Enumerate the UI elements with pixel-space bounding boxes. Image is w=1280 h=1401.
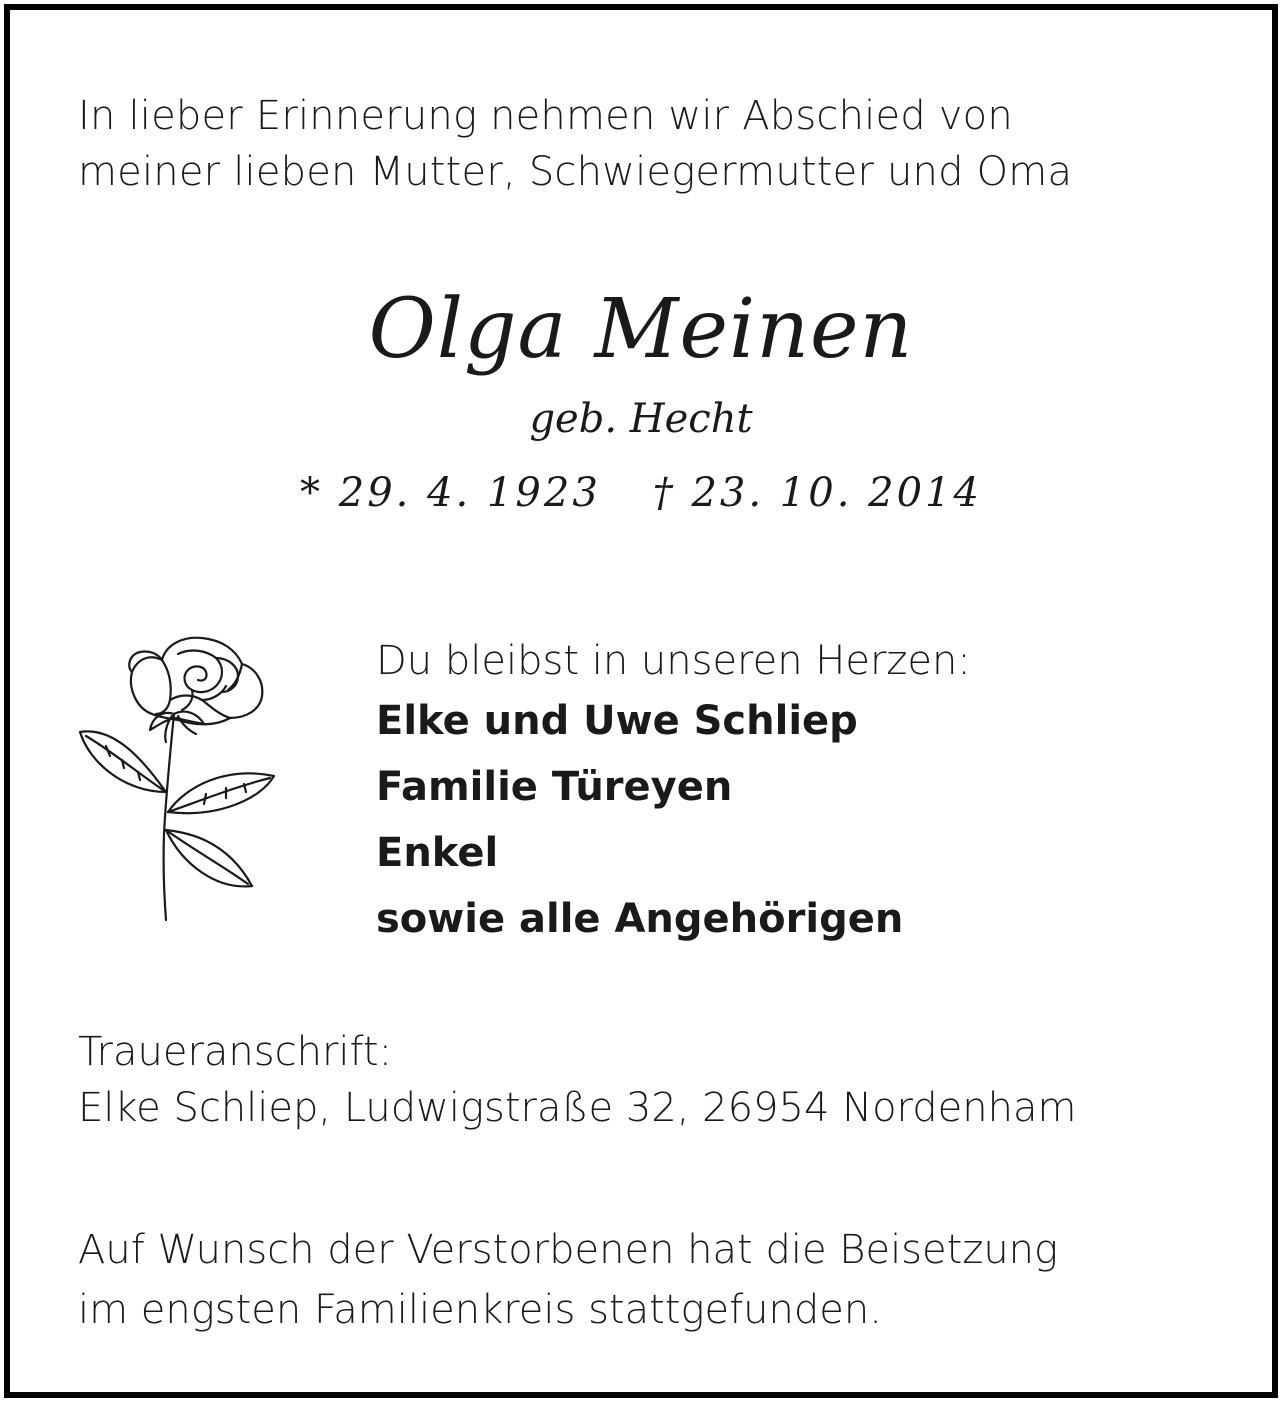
life-dates [10, 468, 1272, 518]
intro-line-2: meiner lieben Mutter, Schwiegermutter und Oma [78, 149, 1073, 195]
mourner-name: Familie Türeyen [376, 764, 733, 810]
birth-date: * 29. 4. 1923 [300, 470, 601, 516]
intro-text [78, 88, 1218, 200]
mourners-block [376, 634, 1176, 952]
deceased-name: Olga Meinen [368, 282, 914, 377]
obituary-notice [4, 4, 1278, 1398]
maiden-name: geb. Hecht [529, 396, 753, 442]
mourner-name: Enkel [376, 830, 499, 876]
mourners-lead: Du bleibst in unseren Herzen: [376, 638, 971, 684]
address-line: Elke Schliep, Ludwigstraße 32, 26954 Nordenham [78, 1085, 1077, 1131]
death-date: † 23. 10. 2014 [652, 470, 982, 516]
mourner-name: sowie alle Angehörigen [376, 896, 904, 942]
mourning-address [78, 1024, 1238, 1136]
intro-line-1: In lieber Erinnerung nehmen wir Abschied von [78, 93, 1013, 139]
note-line-1: Auf Wunsch der Verstorbenen hat die Beisetzung [78, 1227, 1059, 1273]
rose-icon [66, 614, 286, 939]
note-line-2: im engsten Familienkreis stattgefunden. [78, 1287, 882, 1333]
mourner-name: Elke und Uwe Schliep [376, 698, 858, 744]
burial-note [78, 1220, 1238, 1340]
address-label: Traueranschrift: [78, 1029, 393, 1075]
